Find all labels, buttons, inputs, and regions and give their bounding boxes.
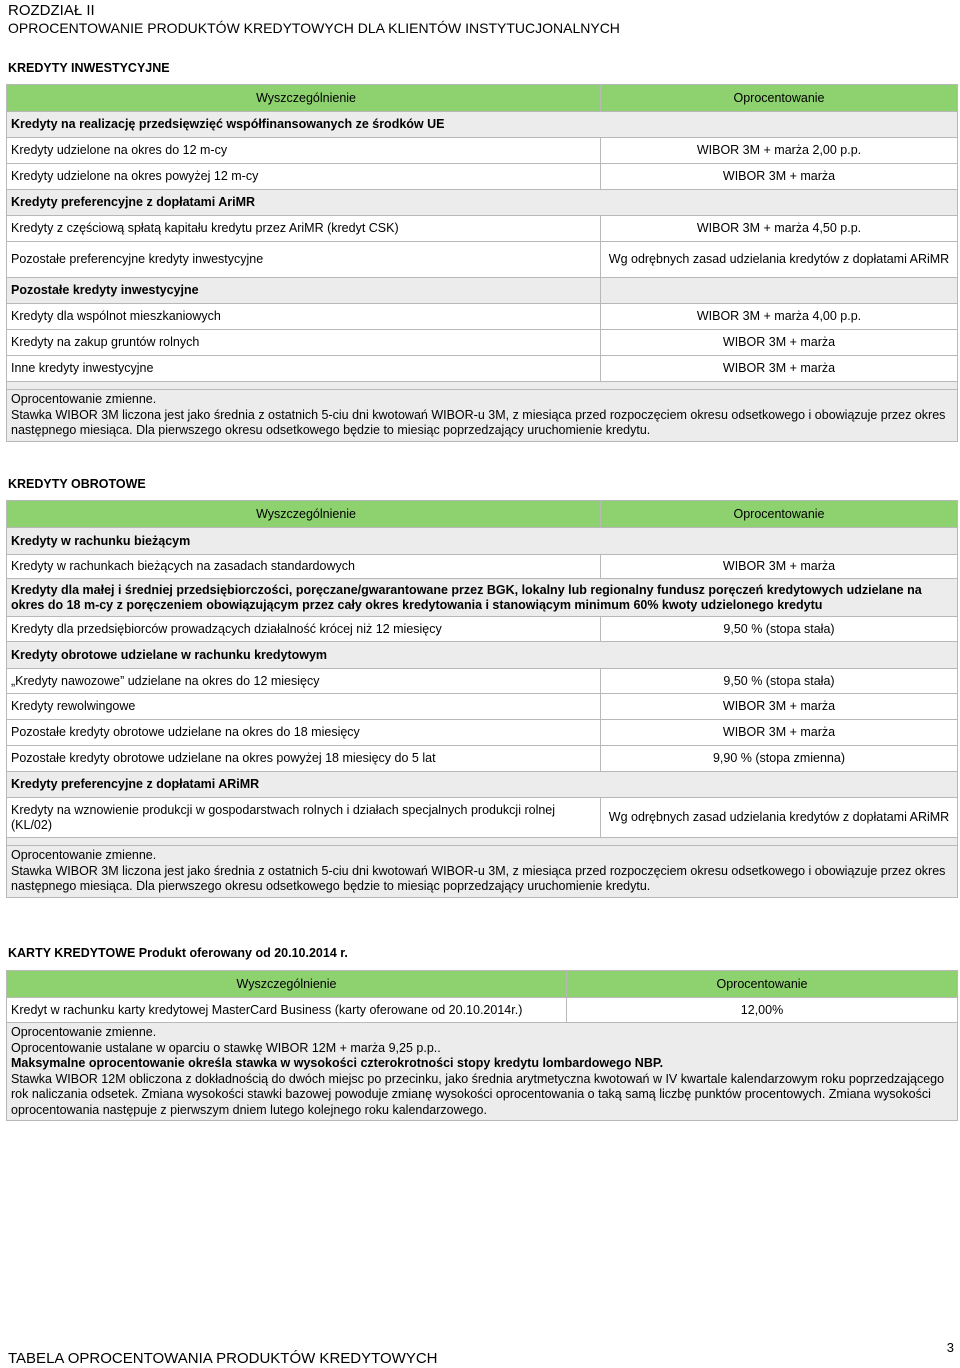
interest-note	[7, 846, 958, 898]
spacer-row	[7, 382, 958, 390]
investment-credits-table	[6, 84, 958, 442]
row-value: WIBOR 3M + marża	[601, 356, 958, 382]
row-value	[601, 278, 958, 304]
row-value: 9,50 % (stopa stała)	[601, 617, 958, 642]
row-label: Pozostałe preferencyjne kredyty inwestycyjne	[7, 242, 601, 278]
interest-note	[7, 390, 958, 442]
row-value: WIBOR 3M + marża	[601, 164, 958, 190]
table-header	[7, 501, 958, 528]
page-number: 3	[946, 1340, 954, 1355]
row-value: WIBOR 3M + marża	[601, 720, 958, 746]
interest-note	[7, 1023, 958, 1121]
row-label: Kredyt w rachunku karty kredytowej MasterCard Business (karty oferowane od 20.10.2014r.)	[7, 998, 567, 1023]
spacer-cell	[7, 838, 958, 846]
note-line: Oprocentowanie zmienne.	[11, 1025, 157, 1039]
note-line: Oprocentowanie zmienne.	[11, 392, 157, 406]
table-row	[7, 772, 958, 798]
row-value: WIBOR 3M + marża 4,00 p.p.	[601, 304, 958, 330]
table-row	[7, 330, 958, 356]
main-title: OPROCENTOWANIE PRODUKTÓW KREDYTOWYCH DLA KLIENTÓW INSTYTUCJONALNYCH	[8, 20, 620, 36]
col-header-interest: Oprocentowanie	[567, 971, 958, 998]
table-row	[7, 669, 958, 694]
row-label: Kredyty dla małej i średniej przedsiębiorczości, poręczane/gwarantowane przez BGK, lokalny lub regionalny fundusz poręczeń kredytowych udzielane na okres do 18 m-cy z poręczeniem obowiązującym przez cały okres kredytowania i stanowiącym minimum 60% kwoty udzielonego kredytu	[7, 579, 958, 617]
row-label: Kredyty preferencyjne z dopłatami AriMR	[7, 190, 958, 216]
row-value: Wg odrębnych zasad udzielania kredytów z dopłatami ARiMR	[601, 798, 958, 838]
spacer-cell	[7, 382, 958, 390]
row-label: Kredyty z częściową spłatą kapitału kredytu przez AriMR (kredyt CSK)	[7, 216, 601, 242]
note-row	[7, 390, 958, 442]
row-label: Kredyty na wznowienie produkcji w gospodarstwach rolnych i działach specjalnych produkcji rolnej (KL/02)	[7, 798, 601, 838]
chapter-label: ROZDZIAŁ II	[8, 2, 95, 19]
table-header	[7, 85, 958, 112]
row-value: WIBOR 3M + marża	[601, 555, 958, 579]
spacer-row	[7, 838, 958, 846]
col-header-interest: Oprocentowanie	[601, 501, 958, 528]
row-label: Pozostałe kredyty inwestycyjne	[7, 278, 601, 304]
table-row	[7, 998, 958, 1023]
table-row	[7, 356, 958, 382]
section-title-working-capital: KREDYTY OBROTOWE	[8, 477, 146, 491]
row-value: WIBOR 3M + marża 2,00 p.p.	[601, 138, 958, 164]
table-row	[7, 694, 958, 720]
table-row	[7, 720, 958, 746]
row-label: Kredyty na zakup gruntów rolnych	[7, 330, 601, 356]
note-row	[7, 846, 958, 898]
table-row	[7, 528, 958, 555]
row-value: WIBOR 3M + marża	[601, 694, 958, 720]
row-value: Wg odrębnych zasad udzielania kredytów z dopłatami ARiMR	[601, 242, 958, 278]
col-header-description: Wyszczególnienie	[7, 501, 601, 528]
row-label: Pozostałe kredyty obrotowe udzielane na okres do 18 miesięcy	[7, 720, 601, 746]
row-label: Kredyty udzielone na okres powyżej 12 m-cy	[7, 164, 601, 190]
row-label: Kredyty udzielone na okres do 12 m-cy	[7, 138, 601, 164]
note-line: Oprocentowanie ustalane w oparciu o stawkę WIBOR 12M + marża 9,25 p.p..	[11, 1040, 441, 1055]
row-value: WIBOR 3M + marża 4,50 p.p.	[601, 216, 958, 242]
col-header-interest: Oprocentowanie	[601, 85, 958, 112]
table-row	[7, 216, 958, 242]
table-row	[7, 242, 958, 278]
row-label: Kredyty rewolwingowe	[7, 694, 601, 720]
note-line: Stawka WIBOR 12M obliczona z dokładnością do dwóch miejsc po przecinku, jako średnia arytmetyczna kwotowań w IV kwartale kalendarzowym roku poprzedzającego rok naliczania odsetek. Zmiana wysokości stawki bazowej powoduje zmianę wysokości oprocentowania o taką samą liczbę punktów procentowych. Zmiana wysokości oprocentowania następuje z pierwszym dniem lutego kolejnego roku kalendarzowego.	[11, 1071, 945, 1117]
note-line: Stawka WIBOR 3M liczona jest jako średnia z ostatnich 5-ciu dni kwotowań WIBOR-u 3M, z miesiąca przed rozpoczęciem okresu odsetkowego i obowiązuje przez okres następnego miesiąca. Dla pierwszego okresu odsetkowego będzie to miesiąc poprzedzający uruchomienie kredytu.	[11, 407, 946, 437]
table-row	[7, 746, 958, 772]
table-row	[7, 555, 958, 579]
col-header-description: Wyszczególnienie	[7, 85, 601, 112]
row-label: Kredyty dla wspólnot mieszkaniowych	[7, 304, 601, 330]
row-label: Kredyty obrotowe udzielane w rachunku kredytowym	[7, 642, 958, 669]
row-label: Kredyty w rachunku bieżącym	[7, 528, 958, 555]
table-row	[7, 138, 958, 164]
row-label: „Kredyty nawozowe” udzielane na okres do 12 miesięcy	[7, 669, 601, 694]
note-line: Maksymalne oprocentowanie określa stawka w wysokości czterokrotności stopy kredytu lombardowego NBP.	[11, 1056, 664, 1070]
table-row	[7, 164, 958, 190]
table-row	[7, 278, 958, 304]
section-title-investment: KREDYTY INWESTYCYJNE	[8, 61, 170, 75]
row-label: Inne kredyty inwestycyjne	[7, 356, 601, 382]
working-capital-credits-table	[6, 500, 958, 898]
row-value: 12,00%	[567, 998, 958, 1023]
note-row	[7, 1023, 958, 1121]
row-value: 9,50 % (stopa stała)	[601, 669, 958, 694]
table-header	[7, 971, 958, 998]
row-label: Kredyty w rachunkach bieżących na zasadach standardowych	[7, 555, 601, 579]
table-row	[7, 112, 958, 138]
row-label: Kredyty na realizację przedsięwzięć współfinansowanych ze środków UE	[7, 112, 958, 138]
table-row	[7, 798, 958, 838]
row-label: Kredyty preferencyjne z dopłatami ARiMR	[7, 772, 958, 798]
row-label: Kredyty dla przedsiębiorców prowadzących działalność krócej niż 12 miesięcy	[7, 617, 601, 642]
note-line: Oprocentowanie zmienne.	[11, 848, 157, 862]
footer-title: TABELA OPROCENTOWANIA PRODUKTÓW KREDYTOWYCH	[8, 1350, 438, 1367]
table-row	[7, 304, 958, 330]
table-row	[7, 617, 958, 642]
credit-cards-table	[6, 970, 958, 1121]
table-row	[7, 190, 958, 216]
note-line: Stawka WIBOR 3M liczona jest jako średnia z ostatnich 5-ciu dni kwotowań WIBOR-u 3M, z miesiąca przed rozpoczęciem okresu odsetkowego i obowiązuje przez okres następnego miesiąca. Dla pierwszego okresu odsetkowego będzie to miesiąc poprzedzający uruchomienie kredytu.	[11, 863, 946, 893]
row-value: 9,90 % (stopa zmienna)	[601, 746, 958, 772]
col-header-description: Wyszczególnienie	[7, 971, 567, 998]
row-label: Pozostałe kredyty obrotowe udzielane na okres powyżej 18 miesięcy do 5 lat	[7, 746, 601, 772]
table-row	[7, 642, 958, 669]
table-row	[7, 579, 958, 617]
row-value: WIBOR 3M + marża	[601, 330, 958, 356]
section-title-credit-cards: KARTY KREDYTOWE Produkt oferowany od 20.10.2014 r.	[8, 946, 348, 960]
